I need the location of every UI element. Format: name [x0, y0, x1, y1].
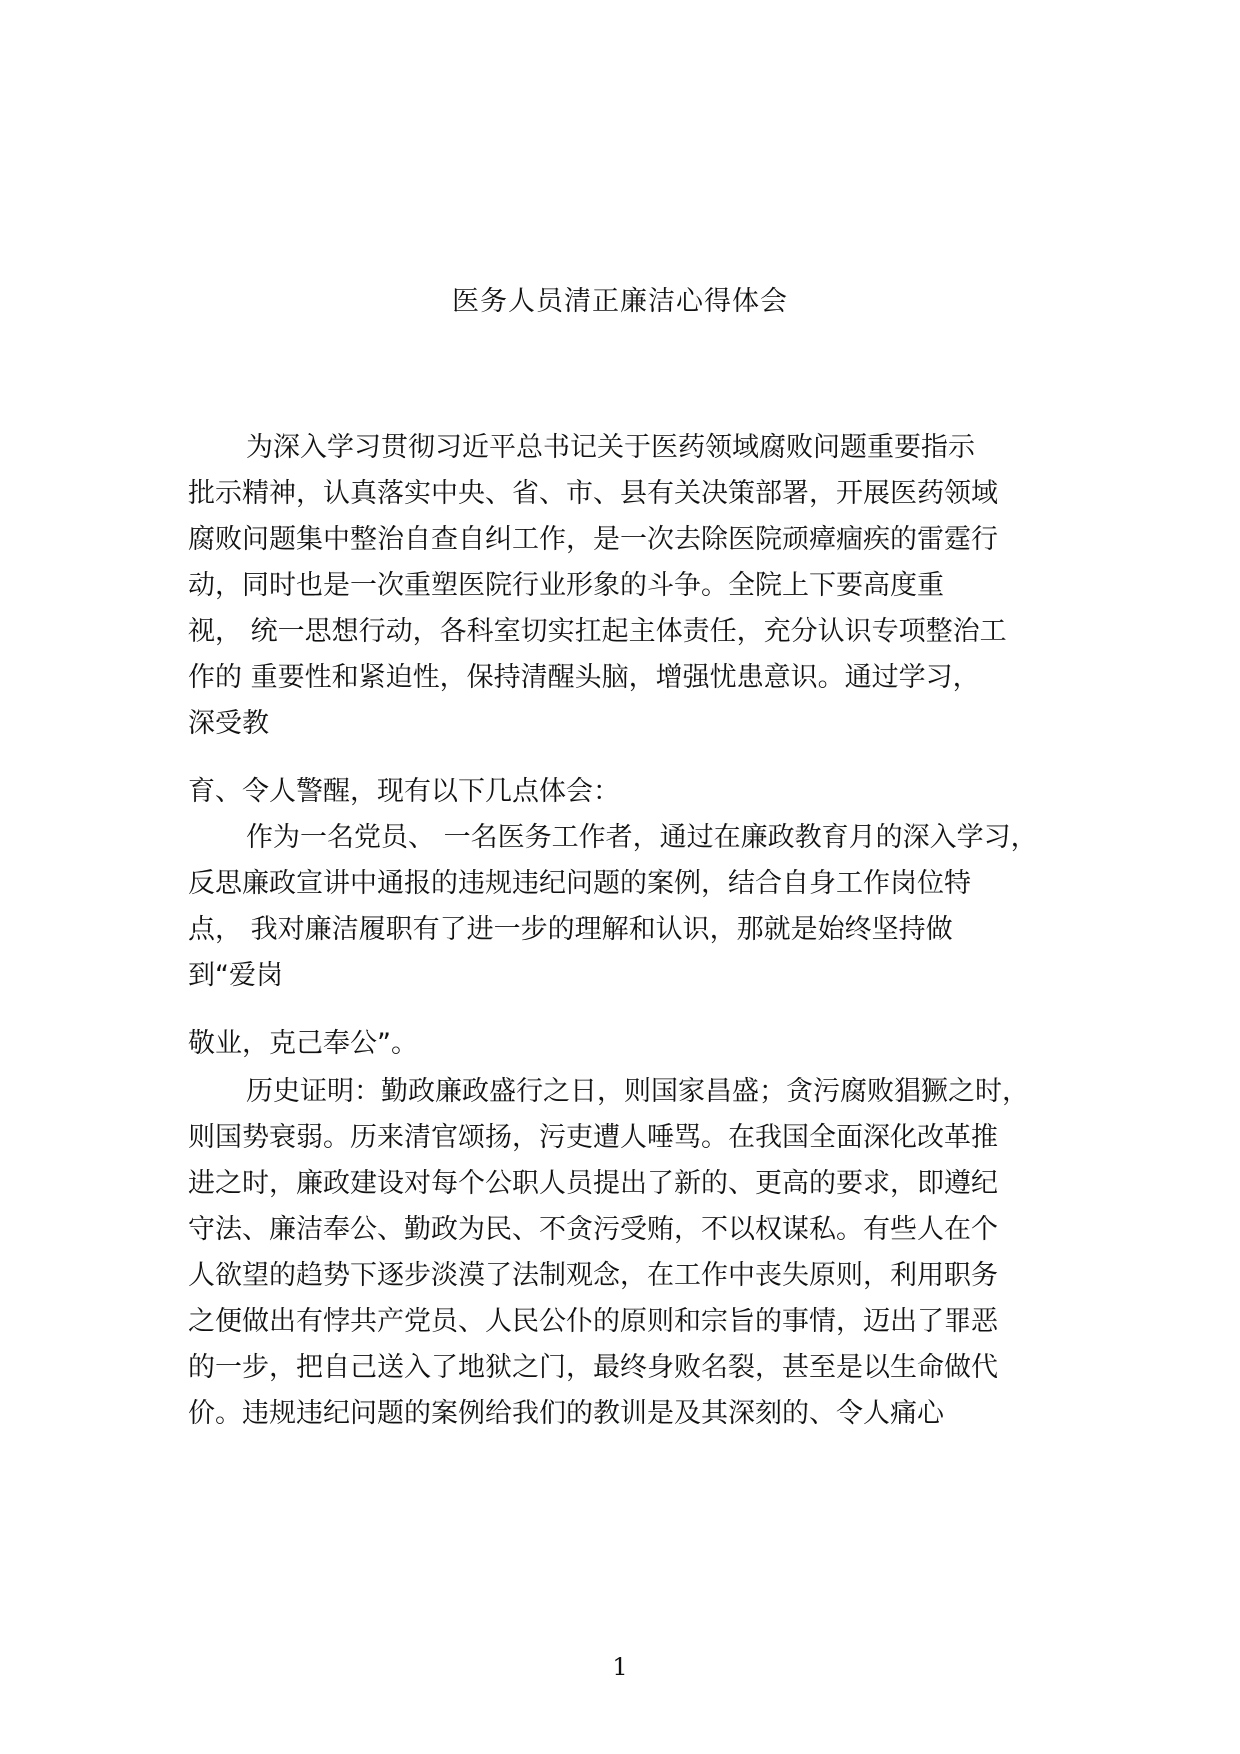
- paragraph-line: 则国势衰弱。历来清官颂扬，污吏遭人唾骂。在我国全面深化改革推: [188, 1122, 998, 1153]
- document-title: 医务人员清正廉洁心得体会: [452, 286, 788, 317]
- page-number: 1: [612, 1653, 628, 1681]
- paragraph-line: 反思廉政宣讲中通报的违规违纪问题的案例，结合自身工作岗位特: [188, 868, 971, 899]
- paragraph-line: 育、令人警醒，现有以下几点体会：: [188, 776, 620, 807]
- paragraph-line: 进之时，廉政建设对每个公职人员提出了新的、更高的要求，即遵纪: [188, 1168, 998, 1199]
- paragraph-line: 敬业，克己奉公”。: [188, 1028, 418, 1059]
- paragraph-line: 为深入学习贯彻习近平总书记关于医药领域腐败问题重要指示: [246, 432, 975, 463]
- paragraph-line: 腐败问题集中整治自查自纠工作，是一次去除医院顽瘴痼疾的雷霆行: [188, 524, 998, 555]
- paragraph-line: 守法、廉洁奉公、勤政为民、不贪污受贿，不以权谋私。有些人在个: [188, 1214, 998, 1245]
- paragraph-line: 价。违规违纪问题的案例给我们的教训是及其深刻的、令人痛心: [188, 1398, 944, 1429]
- paragraph-line: 动，同时也是一次重塑医院行业形象的斗争。全院上下要高度重: [188, 570, 944, 601]
- paragraph-line: 批示精神，认真落实中央、省、市、县有关决策部署，开展医药领域: [188, 478, 998, 509]
- paragraph-line: 到“爱岗: [188, 960, 283, 991]
- paragraph-line: 的一步，把自己送入了地狱之门，最终身败名裂，甚至是以生命做代: [188, 1352, 998, 1383]
- paragraph-line: 之便做出有悖共产党员、人民公仆的原则和宗旨的事情，迈出了罪恶: [188, 1306, 998, 1337]
- paragraph-line: 深受教: [188, 708, 269, 739]
- paragraph-line: 作的 重要性和紧迫性，保持清醒头脑，增强忧患意识。通过学习，: [188, 662, 980, 693]
- paragraph-line: 人欲望的趋势下逐步淡漠了法制观念，在工作中丧失原则，利用职务: [188, 1260, 998, 1291]
- paragraph-line: 历史证明：勤政廉政盛行之日，则国家昌盛；贪污腐败猖獗之时，: [246, 1076, 1029, 1107]
- paragraph-line: 作为一名党员、 一名医务工作者，通过在廉政教育月的深入学习，: [246, 822, 1038, 853]
- paragraph-line: 点， 我对廉洁履职有了进一步的理解和认识，那就是始终坚持做: [188, 914, 953, 945]
- paragraph-line: 视， 统一思想行动，各科室切实扛起主体责任，充分认识专项整治工: [188, 616, 1007, 647]
